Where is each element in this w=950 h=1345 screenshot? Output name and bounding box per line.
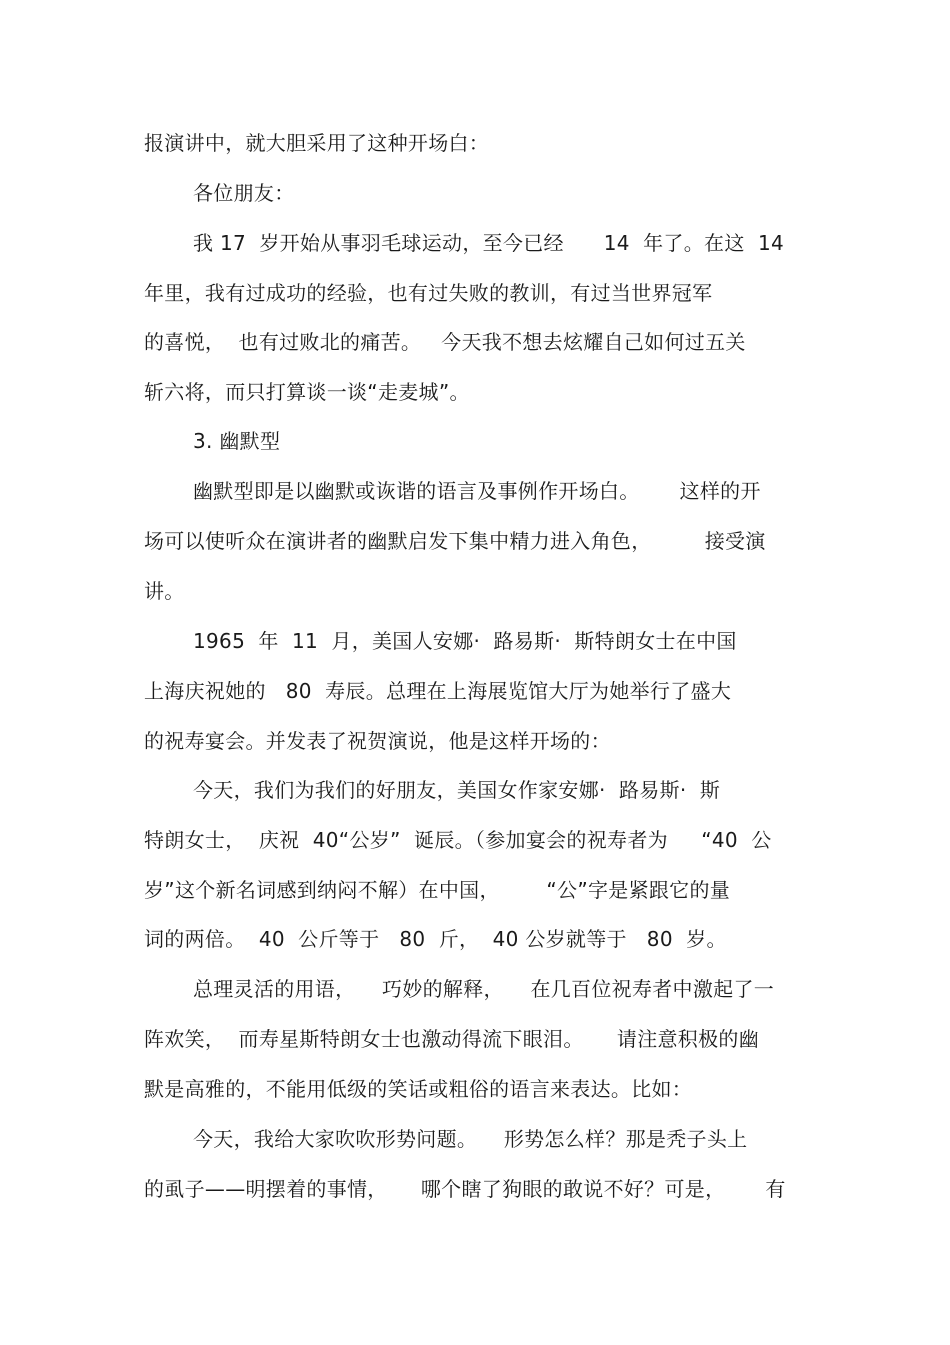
text-line: 讲。 xyxy=(144,579,185,603)
text-line: 今天，我给大家吹吹形势问题。 形势怎么样？那是秃子头上 xyxy=(193,1127,748,1151)
text-line: 的喜悦， 也有过败北的痛苦。 今天我不想去炫耀自己如何过五关 xyxy=(144,330,746,354)
text-line: 斩六将，而只打算谈一谈“走麦城”。 xyxy=(144,380,470,404)
text-line: 的虱子——明摆着的事情， 哪个瞎了狗眼的敢说不好？可是， 有 xyxy=(144,1177,786,1201)
text-line: 场可以使听众在演讲者的幽默启发下集中精力进入角色， 接受演 xyxy=(144,529,766,553)
text-line: 各位朋友： xyxy=(193,181,295,205)
text-line: 今天，我们为我们的好朋友，美国女作家安娜· 路易斯· 斯 xyxy=(193,778,721,802)
text-line: 词的两倍。 40 公斤等于 80 斤， 40 公岁就等于 80 岁。 xyxy=(144,927,727,951)
section-heading: 3. 幽默型 xyxy=(193,429,281,453)
text-line: 的祝寿宴会。并发表了祝贺演说，他是这样开场的： xyxy=(144,729,611,753)
text-line: 总理灵活的用语， 巧妙的解释， 在几百位祝寿者中激起了一 xyxy=(193,977,775,1001)
text-line: 幽默型即是以幽默或诙谐的语言及事例作开场白。 这样的开 xyxy=(193,479,761,503)
text-line: 上海庆祝她的 80 寿辰。总理在上海展览馆大厅为她举行了盛大 xyxy=(144,679,732,703)
text-line: 特朗女士， 庆祝 40“公岁” 诞辰。（参加宴会的祝寿者为 “40 公 xyxy=(144,828,772,852)
text-line: 阵欢笑， 而寿星斯特朗女士也激动得流下眼泪。 请注意积极的幽 xyxy=(144,1027,760,1051)
text-line: 岁”这个新名词感到纳闷不解）在中国， “公”字是紧跟它的量 xyxy=(144,878,731,902)
text-line: 年里，我有过成功的经验，也有过失败的教训，有过当世界冠军 xyxy=(144,281,713,305)
text-line: 我 17 岁开始从事羽毛球运动，至今已经 14 年了。在这 14 xyxy=(193,231,784,255)
text-line: 默是高雅的，不能用低级的笑话或粗俗的语言来表达。比如： xyxy=(144,1077,693,1101)
text-line: 1965 年 11 月，美国人安娜· 路易斯· 斯特朗女士在中国 xyxy=(193,629,737,653)
text-line: 报演讲中，就大胆采用了这种开场白： xyxy=(144,131,490,155)
